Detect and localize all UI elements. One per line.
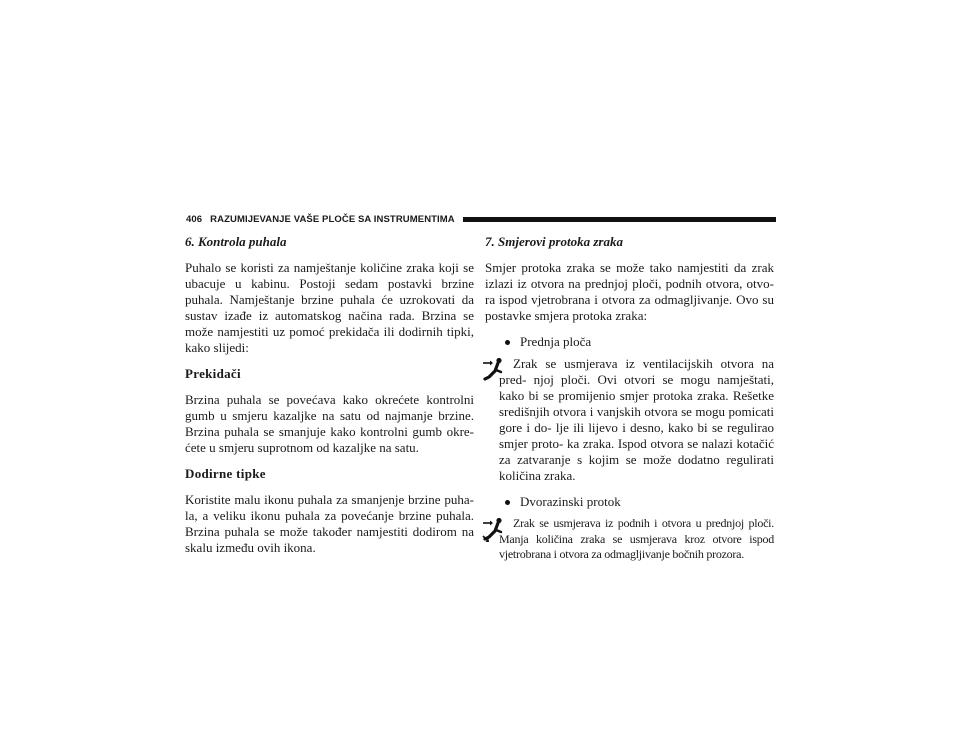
blower-control-heading: 6. Kontrola puhala: [185, 234, 287, 249]
bilevel-mode-block: [485, 516, 774, 563]
header-rule: [463, 217, 776, 222]
switches-heading: Prekidači: [185, 366, 241, 381]
airflow-intro-paragraph: Smjer protoka zraka se može tako namjestiti da zrak izlazi iz otvora na prednjoj ploči, podnih otvora, otvo- ra ispod vjetrobrana i otvora za odmagljivanje. Ovo su postavke smjera protoka zraka:: [485, 260, 774, 323]
section-title: RAZUMIJEVANJE VAŠE PLOČE SA INSTRUMENTIMA: [210, 213, 455, 225]
switches-paragraph: Brzina puhala se povećava kako okrećete kontrolni gumb u smjeru kazaljke na satu od najmanje brzine. Brzina puhala se smanjuje kako kontrolni gumb okre- ćete u smjeru suprotnom od kazaljke na satu.: [185, 392, 474, 455]
panel-mode-block: [485, 356, 774, 484]
page-number: 406: [186, 213, 203, 225]
airflow-bilevel-icon: [482, 517, 506, 543]
blower-intro-paragraph: Puhalo se koristi za namještanje količine zraka koji se ubacuje u kabinu. Postoji sedam postavki brzine puhala. Namještanje brzine puhala će uzrokovati da sustav izađe iz automatskog načina rada. Brzina se može namjestiti uz pomoć prekidača ili dodirnih tipki, kako slijedi:: [185, 260, 474, 355]
airflow-modes-heading: 7. Smjerovi protoka zraka: [485, 234, 623, 249]
bullet-dot: [505, 340, 510, 345]
bilevel-mode-text: Zrak se usmjerava iz podnih i otvora u prednjoj ploči. Manja količina zraka se usmjerava kroz otvore ispod vjetrobrana i otvora za odmagljivanje bočnih prozora.: [499, 516, 774, 561]
bilevel-mode-label: Dvorazinski protok: [520, 494, 621, 509]
right-column: [485, 234, 774, 573]
bullet-bilevel-mode: [485, 494, 774, 510]
airflow-panel-icon: [482, 357, 506, 383]
page-header: [186, 212, 776, 226]
touch-keys-heading: Dodirne tipke: [185, 466, 266, 481]
panel-mode-label: Prednja ploča: [520, 334, 592, 349]
bullet-dot: [505, 500, 510, 505]
panel-mode-text: Zrak se usmjerava iz ventilacijskih otvora na pred- njoj ploči. Ovi otvori se mogu namještati, kako bi se promijenio smjer protoka zraka. Rešetke središnjih otvora i vanjskih otvora se mogu pomicati gore i do- lje ili lijevo i desno, kako bi se regulirao smjer proto- ka zraka. Ispod otvora se nalazi kotačić za zatvaranje s kojim se može dodatno regulirati količina zraka.: [499, 356, 774, 483]
left-column: [185, 234, 474, 566]
touch-keys-paragraph: Koristite malu ikonu puhala za smanjenje brzine puha- la, a veliku ikonu puhala za povećanje brzine puhala. Brzina puhala se može također namjestiti dodirom na skalu između ovih ikona.: [185, 492, 474, 555]
bullet-panel-mode: [485, 334, 774, 350]
